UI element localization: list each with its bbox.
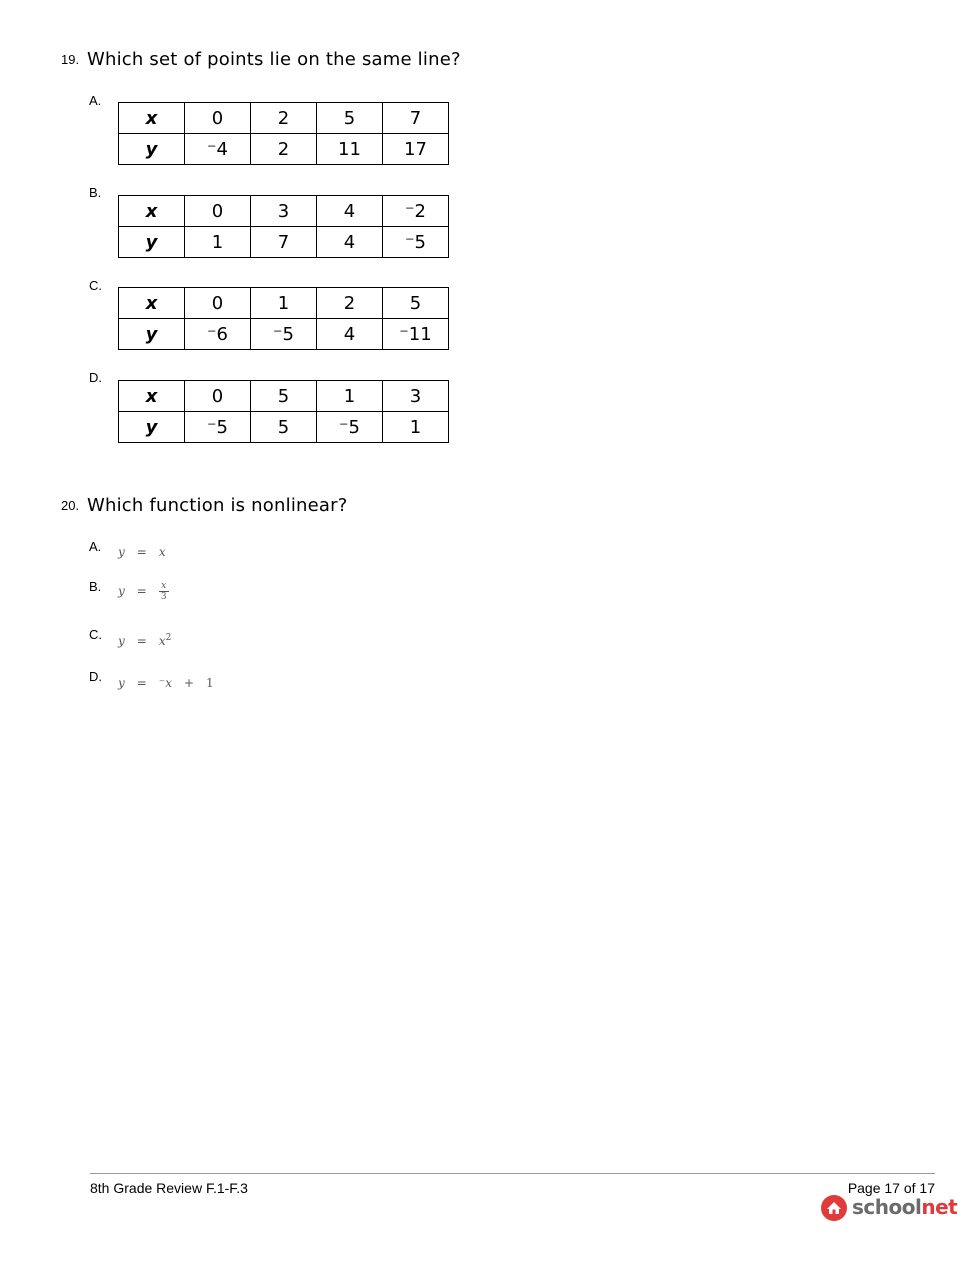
x-header: x (119, 196, 185, 227)
eq-lhs: y (118, 545, 125, 559)
points-table-d (118, 380, 449, 443)
table-cell: ⁻6 (185, 319, 251, 350)
option-label[interactable]: B. (89, 579, 102, 594)
y-header: y (119, 412, 185, 443)
table-cell: 4 (317, 319, 383, 350)
table-cell: ⁻4 (185, 134, 251, 165)
eq-constant: 1 (206, 676, 214, 690)
table-cell: 2 (251, 134, 317, 165)
equation-b (118, 581, 169, 602)
eq-base: x (158, 634, 166, 648)
table-cell: ⁻5 (383, 227, 449, 258)
table-cell: 4 (317, 196, 383, 227)
logo-wordmark (852, 1195, 957, 1219)
option-label[interactable]: D. (89, 669, 102, 684)
table-cell: 0 (185, 103, 251, 134)
house-icon (820, 1194, 848, 1222)
option-label[interactable]: D. (89, 370, 102, 385)
table-cell: 5 (251, 381, 317, 412)
eq-plus: + (183, 676, 195, 690)
logo-text-net: net (921, 1195, 958, 1219)
fraction-denominator: 3 (160, 592, 167, 602)
table-cell: 5 (383, 288, 449, 319)
table-cell: 0 (185, 288, 251, 319)
table-cell: 0 (185, 196, 251, 227)
table-row (119, 227, 449, 258)
table-row (119, 412, 449, 443)
table-cell: ⁻5 (251, 319, 317, 350)
schoolnet-logo (820, 1193, 958, 1223)
eq-equals: = (136, 634, 147, 648)
table-cell: 5 (251, 412, 317, 443)
table-cell: ⁻5 (185, 412, 251, 443)
table-row (119, 381, 449, 412)
points-table-b (118, 195, 449, 258)
points-table-c (118, 287, 449, 350)
eq-lhs: y (118, 634, 125, 648)
eq-exponent: 2 (165, 633, 172, 643)
table-cell: 2 (251, 103, 317, 134)
eq-equals: = (136, 584, 147, 598)
table-cell: 3 (251, 196, 317, 227)
eq-lhs: y (118, 584, 125, 598)
table-cell: 5 (317, 103, 383, 134)
table-cell: 0 (185, 381, 251, 412)
x-header: x (119, 103, 185, 134)
table-cell: 7 (251, 227, 317, 258)
x-header: x (119, 381, 185, 412)
table-cell: 7 (383, 103, 449, 134)
table-cell: 1 (383, 412, 449, 443)
y-header: y (119, 227, 185, 258)
eq-variable: x (165, 676, 172, 690)
question-number: 19. (61, 52, 80, 67)
y-header: y (119, 319, 185, 350)
option-label[interactable]: C. (89, 627, 102, 642)
table-cell: 1 (251, 288, 317, 319)
table-row (119, 288, 449, 319)
table-cell: 1 (317, 381, 383, 412)
table-cell: ⁻2 (383, 196, 449, 227)
question-text: Which set of points lie on the same line? (87, 49, 461, 70)
footer-divider (90, 1173, 935, 1174)
table-row (119, 103, 449, 134)
question-text: Which function is nonlinear? (87, 495, 348, 516)
table-row (119, 196, 449, 227)
table-cell: ⁻11 (383, 319, 449, 350)
option-label[interactable]: C. (89, 278, 102, 293)
document-title: 8th Grade Review F.1-F.3 (90, 1180, 248, 1196)
table-cell: 1 (185, 227, 251, 258)
y-header: y (119, 134, 185, 165)
equation-c (118, 633, 171, 648)
eq-rhs: x (158, 545, 166, 559)
points-table-a (118, 102, 449, 165)
equation-a (118, 545, 166, 559)
table-cell: 17 (383, 134, 449, 165)
table-row (119, 134, 449, 165)
page-number: Page 17 of 17 (847, 1180, 935, 1196)
table-cell: 2 (317, 288, 383, 319)
fraction (159, 581, 169, 602)
eq-equals: = (136, 676, 147, 690)
option-label[interactable]: A. (89, 93, 102, 108)
x-header: x (119, 288, 185, 319)
eq-equals: = (136, 545, 147, 559)
table-cell: 4 (317, 227, 383, 258)
eq-negative-sign: ⁻ (158, 676, 166, 690)
option-label[interactable]: A. (89, 539, 102, 554)
option-label[interactable]: B. (89, 185, 102, 200)
table-row (119, 319, 449, 350)
fraction-numerator: x (159, 581, 169, 592)
table-cell: ⁻5 (317, 412, 383, 443)
eq-lhs: y (118, 676, 125, 690)
logo-text-school: school (852, 1195, 922, 1219)
question-number: 20. (61, 498, 80, 513)
table-cell: 3 (383, 381, 449, 412)
table-cell: 11 (317, 134, 383, 165)
equation-d (118, 676, 214, 690)
